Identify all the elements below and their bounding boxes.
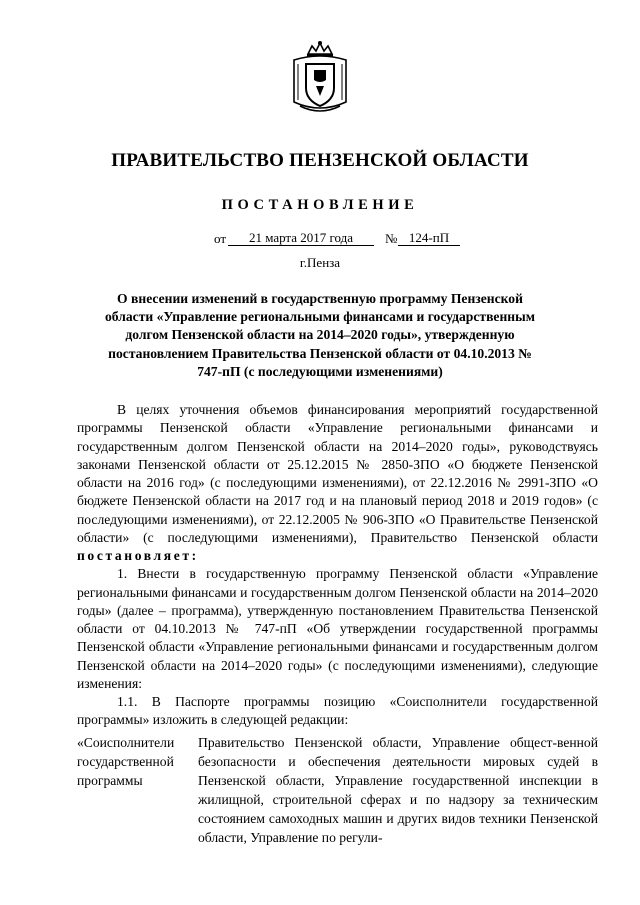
table-value: Правительство Пензенской области, Управление общест-венной безопасности и обеспечения деятельности мировых судей в Пензенской области, Управление государственной инспекции в жилищной, строительной сферах и по надзору за техническим состоянием самоходных машин и других видов техники Пензенской области, Управление по регули- (198, 735, 598, 845)
document-number: 124-пП (398, 231, 460, 246)
coat-of-arms-icon (290, 40, 350, 115)
government-name: ПРАВИТЕЛЬСТВО ПЕНЗЕНСКОЙ ОБЛАСТИ (111, 150, 529, 171)
decree-word: постановляет: (77, 548, 199, 563)
item-1-1-paragraph: 1.1. В Паспорте программы позицию «Соисполнители государственной программы» изложить в следующей редакции: (77, 694, 598, 728)
intro-text: В целях уточнения объемов финансирования мероприятий государственной программы Пензенской области «Управление региональными финансами и государственным долгом Пензенской области на 2014–2020 годы», руководствуясь законами Пензенской области от 25.12.2015 № 2850-ЗПО «О бюджете Пензенской области на 2016 год» (с последующими изменениями), от 22.12.2016 № 2991-ЗПО «О бюджете Пензенской области на 2017 год и на плановый период 2018 и 2019 годов» (с последующими изменениями), от 22.12.2005 № 906-ЗПО «О Правительстве Пензенской области» (с последующими изменениями), Правительство Пензенской области (77, 402, 598, 545)
city: г.Пенза (299, 255, 341, 270)
table-label: «Соисполнители государственной программы (77, 735, 175, 788)
document-date: 21 марта 2017 года (228, 231, 374, 246)
number-prefix: № (385, 231, 398, 246)
document-body (77, 401, 598, 730)
intro-paragraph (77, 401, 598, 565)
item-1-paragraph: 1. Внести в государственную программу Пензенской области «Управление региональными финансами и государственным долгом Пензенской области на 2014–2020 годы» (далее – программа), утвержденную постановлением Правительства Пензенской области от 04.10.2013 № 747-пП «Об утверждении государственной программы Пензенской области «Управление региональными финансами и государственным долгом Пензенской области на 2014–2020 годы» (с последующими изменениями), следующие изменения: (77, 566, 598, 691)
document-type: ПОСТАНОВЛЕНИЕ (221, 197, 419, 213)
document-title: О внесении изменений в государственную программу Пензенской области «Управление региональными финансами и государственным долгом Пензенской области на 2014–2020 годы», утвержденную постановлением Правительства Пензенской области от 04.10.2013 № 747-пП (с последующими изменениями) (105, 291, 535, 379)
date-prefix: от (214, 231, 227, 246)
